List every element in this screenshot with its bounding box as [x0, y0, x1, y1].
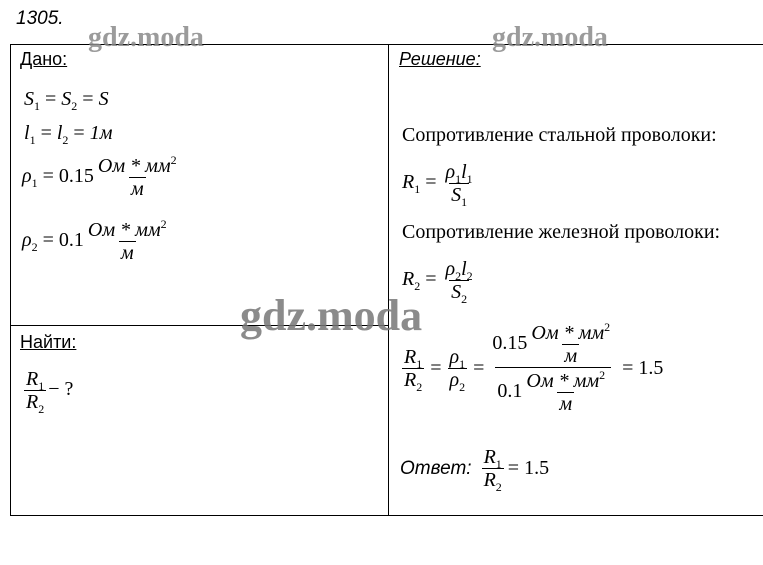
given-rho2-equation: $\rho_2 = 0.1$ $\frac{Ом * мм^2}{м}$ — [22, 217, 167, 264]
given-length-equation: $l_1 = l_2 = 1м$ — [24, 122, 113, 147]
given-area-equation: $S_1 = S_2 = S$ — [24, 88, 109, 113]
steel-resistance-formula: $R_1$ = $\frac{\rho_1l_1}{S_1}$ — [402, 161, 473, 209]
answer-label: Ответ: — [400, 457, 472, 479]
iron-resistance-text: Сопротивление железной проволоки: — [402, 221, 721, 243]
watermark-top-right: gdz.moda — [492, 22, 608, 53]
find-ratio: $\frac{R_1}{R_2}$ − ? — [26, 368, 74, 416]
ratio-left-fraction: $\frac{R_1}{R_2}$ — [404, 346, 423, 394]
answer-result: = 1.5 — [507, 457, 550, 479]
unit-fraction: $\frac{Ом * мм^2}{м}$ — [87, 217, 167, 264]
unit-fraction: $\frac{Ом * мм^2}{м}$ — [531, 320, 611, 367]
solution-heading: Решение: — [399, 49, 481, 69]
answer-fraction: $\frac{R_1}{R_2}$ — [483, 446, 502, 494]
ratio-numeric-fraction: 0.15 $\frac{Ом * мм^2}{м}$ 0.1 $\frac{Ом * мм^2}{м}$ — [492, 320, 611, 415]
resistance-ratio-fraction: $\frac{R_1}{R_2}$ — [26, 368, 45, 416]
given-heading: Дано: — [20, 49, 68, 69]
watermark-top-left: gdz.moda — [88, 22, 204, 53]
steel-formula-fraction: $\frac{\rho_1l_1}{S_1}$ — [445, 161, 473, 209]
ratio-result: = 1.5 — [622, 357, 664, 379]
answer-line — [400, 446, 550, 494]
iron-resistance-formula: $R_2$ = $\frac{\rho_2l_2}{S_2}$ — [402, 258, 473, 306]
find-heading: Найти: — [20, 332, 77, 352]
ratio-computation: $\frac{R_1}{R_2}$ = $\frac{\rho_1}{\rho_2}$ = 0.15 $\frac{Ом * мм^2}{м}$ 0.1 $\frac{Ом * мм^2}{м}$ = 1.5 — [404, 320, 664, 415]
steel-resistance-text: Сопротивление стальной проволоки: — [402, 124, 717, 146]
watermark-center: gdz.moda — [240, 291, 423, 340]
unit-fraction: $\frac{Ом * мм^2}{м}$ — [526, 368, 606, 415]
ratio-rho-fraction: $\frac{\rho_1}{\rho_2}$ — [449, 346, 466, 394]
table-left-border — [10, 44, 11, 516]
unit-fraction: $\frac{Ом * мм^2}{м}$ — [97, 153, 177, 200]
iron-formula-fraction: $\frac{\rho_2l_2}{S_2}$ — [445, 258, 473, 306]
table-middle-divider — [388, 44, 389, 516]
given-rho1-equation: $\rho_1 = 0.15$ $\frac{Ом * мм^2}{м}$ — [22, 153, 177, 200]
table-bottom-border — [10, 515, 763, 516]
problem-number: 1305. — [16, 8, 64, 29]
